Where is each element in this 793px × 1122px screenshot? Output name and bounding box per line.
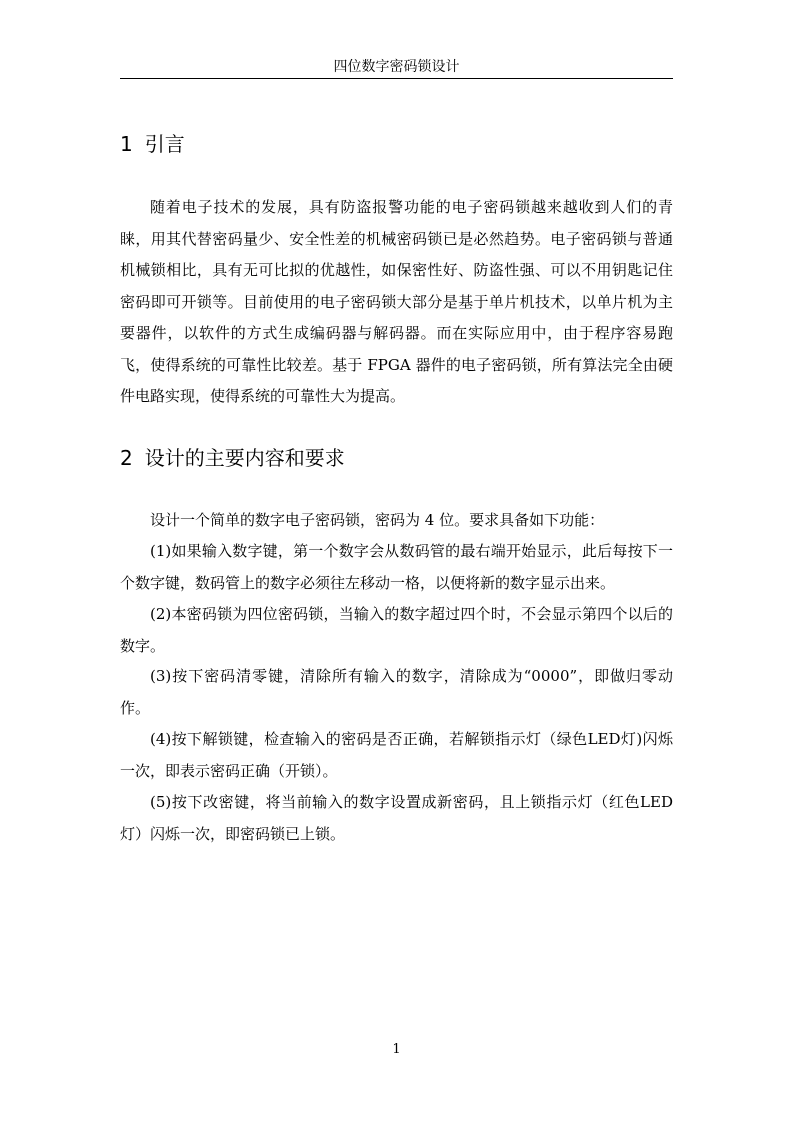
section-1-paragraph-1: 随着电子技术的发展，具有防盗报警功能的电子密码锁越来越收到人们的青睐，用其代替密码量少、安全性差的机械密码锁已是必然趋势。电子密码锁与普通机械锁相比，具有无可比拟的优越性，如保密性好、防盗性强、可以不用钥匙记住密码即可开锁等。目前使用的电子密码锁大部分是基于单片机技术，以单片机为主要器件，以软件的方式生成编码器与解码器。而在实际应用中，由于程序容易跑飞，使得系统的可靠性比较差。基于 FPGA 器件的电子密码锁，所有算法完全由硬件电路实现，使得系统的可靠性大为提高。 [120, 198, 673, 405]
section-1-number: 1 [120, 132, 133, 156]
section-2-item-4: (4)按下解锁键，检查输入的密码是否正确，若解锁指示灯（绿色LED灯)闪烁一次，即表示密码正确（开锁）。 [120, 730, 673, 780]
header-rule [120, 78, 673, 79]
section-2-item-1: (1)如果输入数字键，第一个数字会从数码管的最右端开始显示，此后每按下一个数字键，数码管上的数字必须往左移动一格，以便将新的数字显示出来。 [120, 542, 673, 592]
section-2-item-3: (3)按下密码清零键，清除所有输入的数字，清除成为“0000”，即做归零动作。 [120, 667, 673, 717]
section-1-heading [120, 131, 673, 157]
section-2-item-5: (5)按下改密键，将当前输入的数字设置成新密码，且上锁指示灯（红色LED灯）闪烁一次，即密码锁已上锁。 [120, 793, 673, 843]
section-2-title: 设计的主要内容和要求 [144, 446, 345, 470]
header-title: 四位数字密码锁设计 [333, 59, 460, 75]
page-number: 1 [392, 1042, 401, 1057]
section-2-heading [120, 445, 673, 471]
section-2-number: 2 [120, 446, 133, 470]
section-2-paragraph-1: 设计一个简单的数字电子密码锁，密码为 4 位。要求具备如下功能： [150, 511, 605, 529]
section-2-item-2: (2)本密码锁为四位密码锁，当输入的数字超过四个时，不会显示第四个以后的数字。 [120, 605, 673, 655]
section-1-title: 引言 [144, 132, 185, 156]
